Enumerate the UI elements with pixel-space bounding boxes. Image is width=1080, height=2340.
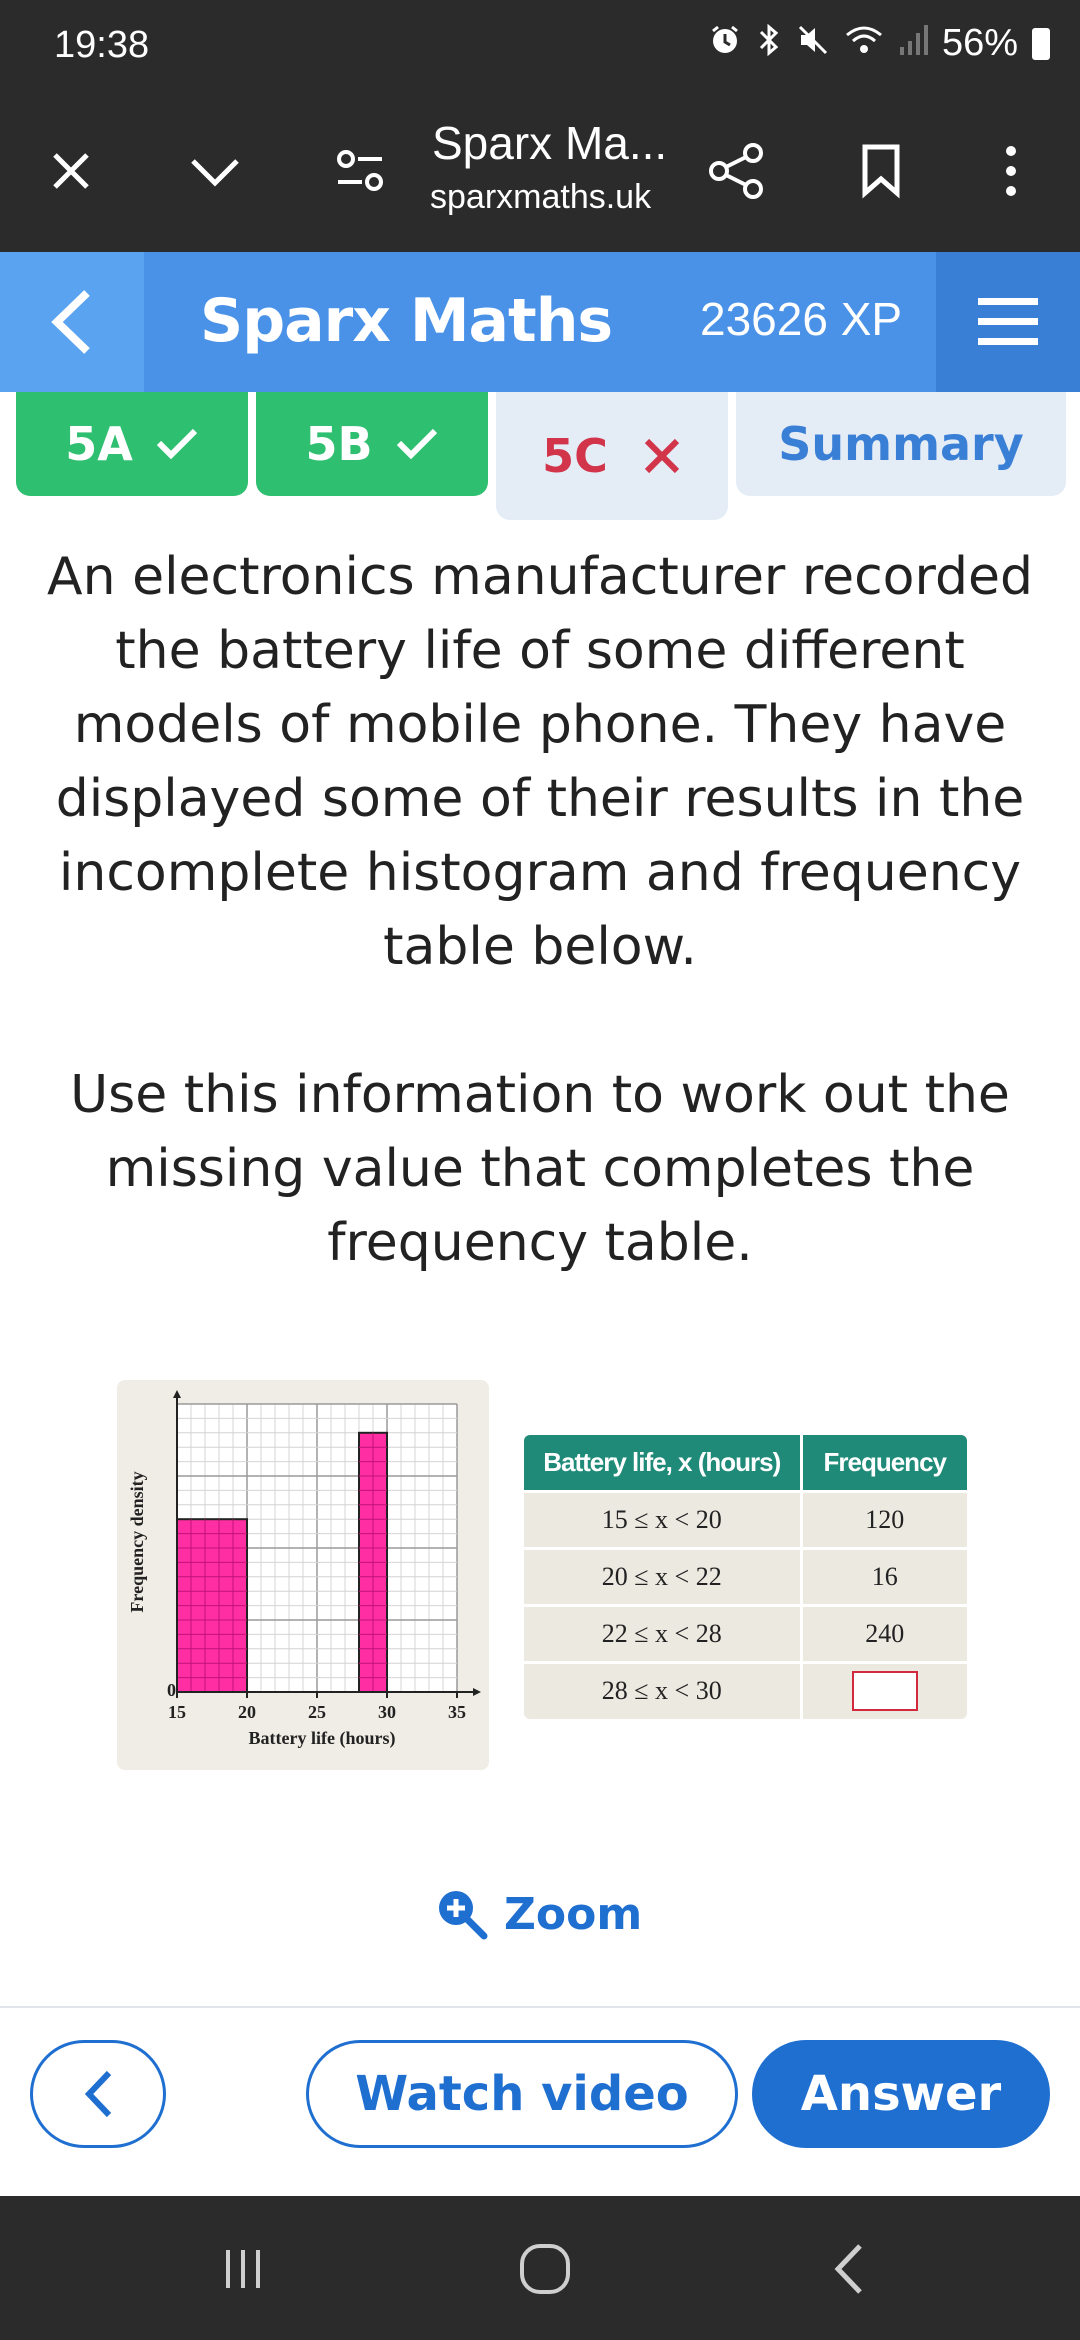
alarm-icon — [708, 23, 742, 65]
column-header: Battery life, x (hours) — [524, 1435, 801, 1491]
histogram-figure[interactable] — [117, 1380, 489, 1770]
x-axis-label: Battery life (hours) — [248, 1728, 396, 1748]
back-nav-icon[interactable] — [826, 2240, 870, 2298]
zoom-in-icon — [436, 1888, 488, 1940]
origin-label: 0 — [167, 1680, 176, 1700]
table-row — [524, 1548, 967, 1605]
close-icon[interactable] — [36, 136, 106, 206]
question-instruction: Use this information to work out the missing value that completes the frequency table. — [70, 1065, 1010, 1273]
x-tick-label: 15 — [168, 1702, 186, 1722]
answer-button[interactable]: Answer — [752, 2040, 1050, 2148]
mute-icon — [796, 23, 830, 65]
checkmark-icon — [395, 427, 439, 461]
page-title[interactable]: Sparx Ma... — [432, 117, 668, 169]
battery-percentage: 56% — [941, 22, 1018, 64]
table-row — [524, 1605, 967, 1662]
zoom-button[interactable] — [436, 1888, 642, 1940]
app-title: Sparx Maths — [200, 286, 613, 356]
answer-box[interactable] — [852, 1671, 918, 1711]
frequency-cell: 120 — [801, 1491, 967, 1548]
y-axis-label: Frequency density — [127, 1471, 147, 1613]
tab-label: Summary — [778, 417, 1024, 471]
tab-5b[interactable] — [256, 392, 488, 496]
question-text: An electronics manufacturer recorded the battery life of some different models of mobile phone. They have displayed some of their results in the incomplete histogram and frequency table below. — [47, 547, 1033, 977]
tab-5c[interactable] — [496, 392, 728, 520]
status-time: 19:38 — [54, 24, 150, 66]
tab-5a[interactable] — [16, 392, 248, 496]
x-tick-label: 20 — [238, 1702, 256, 1722]
frequency-table — [524, 1435, 967, 1719]
menu-button[interactable] — [936, 252, 1080, 392]
share-icon[interactable] — [702, 136, 772, 206]
column-header: Frequency — [801, 1435, 967, 1491]
wifi-icon — [844, 23, 884, 65]
chevron-left-icon — [47, 287, 97, 357]
range-cell: 20 ≤ x < 22 — [524, 1548, 801, 1605]
divider — [0, 2006, 1080, 2008]
x-tick-label: 35 — [448, 1702, 466, 1722]
signal-icon — [898, 23, 928, 65]
bluetooth-icon — [756, 23, 782, 65]
hamburger-menu-icon — [976, 294, 1040, 350]
browser-toolbar — [0, 96, 1080, 252]
tab-label: 5C — [542, 429, 608, 483]
watch-video-button[interactable]: Watch video — [306, 2040, 738, 2148]
system-nav-bar — [0, 2196, 1080, 2340]
tab-label: 5A — [65, 417, 133, 471]
table-header-row — [524, 1435, 967, 1491]
x-axis-arrow — [473, 1688, 481, 1696]
table-row — [524, 1662, 967, 1719]
table-row — [524, 1491, 967, 1548]
home-icon[interactable] — [516, 2240, 574, 2298]
frequency-cell: 16 — [801, 1548, 967, 1605]
page-url[interactable]: sparxmaths.uk — [430, 178, 652, 216]
range-cell: 22 ≤ x < 28 — [524, 1605, 801, 1662]
missing-frequency-cell — [801, 1662, 967, 1719]
y-axis-arrow — [173, 1390, 181, 1398]
chevron-down-icon[interactable] — [180, 136, 250, 206]
range-cell: 28 ≤ x < 30 — [524, 1662, 801, 1719]
xp-counter: 23626 XP — [700, 293, 903, 345]
chevron-left-icon — [81, 2069, 115, 2119]
tab-summary[interactable] — [736, 392, 1066, 496]
checkmark-icon — [155, 427, 199, 461]
zoom-label: Zoom — [504, 1888, 643, 1940]
x-tick-label: 30 — [378, 1702, 396, 1722]
histogram-chart — [117, 1380, 489, 1770]
battery-icon — [1032, 28, 1050, 60]
recent-apps-icon[interactable] — [218, 2244, 268, 2294]
bookmark-icon[interactable] — [846, 136, 916, 206]
tab-label: 5B — [305, 417, 373, 471]
status-bar — [0, 0, 1080, 96]
status-icons — [708, 22, 1050, 65]
page-settings-icon[interactable] — [325, 136, 395, 206]
previous-button[interactable] — [30, 2040, 166, 2148]
back-button[interactable] — [0, 252, 144, 392]
app-header — [0, 252, 1080, 392]
frequency-cell: 240 — [801, 1605, 967, 1662]
cross-icon — [642, 436, 682, 476]
more-options-icon[interactable] — [976, 136, 1046, 206]
range-cell: 15 ≤ x < 20 — [524, 1491, 801, 1548]
x-tick-label: 25 — [308, 1702, 326, 1722]
